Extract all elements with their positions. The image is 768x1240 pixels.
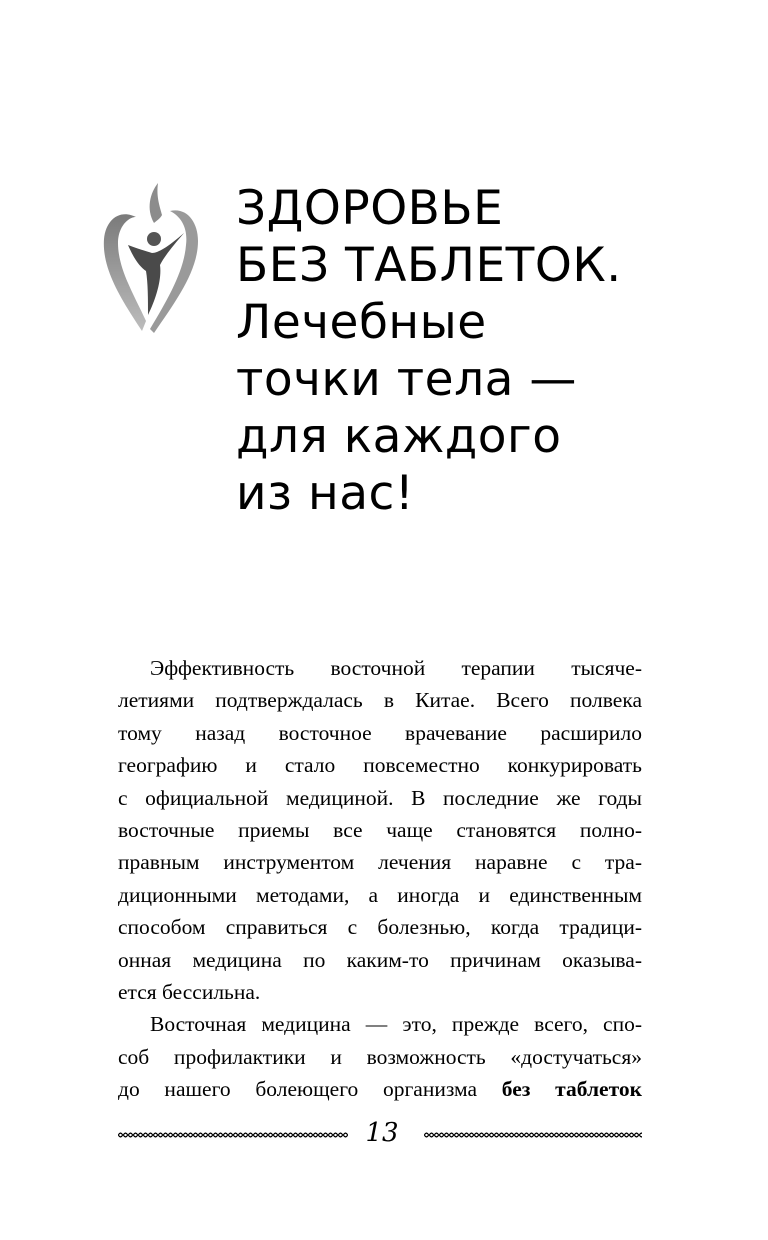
page-number: 13: [365, 1118, 399, 1148]
text-line: способом справиться с болезнью, когда традици-: [118, 915, 642, 940]
text-line: диционными методами, а иногда и единственным: [118, 882, 642, 907]
title-line: точки тела —: [236, 352, 577, 407]
text-line: [118, 1073, 642, 1105]
title-line: ЗДОРОВЬЕ: [236, 181, 504, 236]
page-footer: [118, 1120, 642, 1150]
bold-phrase: без таблеток: [501, 1077, 642, 1102]
title-line: для каждого: [236, 409, 562, 464]
text-line-start: до нашего болеющего организма: [118, 1077, 502, 1102]
text-line: правным инструментом лечения наравне с тра-: [118, 850, 642, 875]
text-line: восточные приемы все чаще становятся полно-: [118, 818, 642, 843]
paragraph-1: [118, 652, 642, 1008]
text-line: с официальной медициной. В последние же годы: [118, 785, 642, 810]
text-line: Эффективность восточной терапии тысяче-: [150, 656, 642, 680]
body-text: [118, 652, 642, 1106]
text-line: ется бессильна.: [118, 980, 261, 1005]
paragraph-2: [118, 1008, 642, 1105]
text-line: Восточная медицина — это, прежде всего, спо-: [150, 1012, 642, 1037]
text-line: летиями подтверждалась в Китае. Всего полвека: [118, 688, 642, 713]
text-line: тому назад восточное врачевание расширило: [118, 720, 642, 745]
title-line: Лечебные: [236, 295, 487, 350]
decorative-rule-left: [118, 1132, 348, 1138]
text-line: соб профилактики и возможность «достучаться»: [118, 1044, 642, 1069]
text-line: географию и стало повсеместно конкурировать: [118, 753, 642, 778]
decorative-rule-right: [424, 1132, 642, 1138]
heart-figure-icon: [98, 183, 208, 343]
title-line: БЕЗ ТАБЛЕТОК.: [236, 238, 622, 293]
chapter-title: [236, 180, 716, 522]
text-line: онная медицина по каким-то причинам оказыва-: [118, 947, 642, 972]
title-line: из нас!: [236, 466, 415, 521]
